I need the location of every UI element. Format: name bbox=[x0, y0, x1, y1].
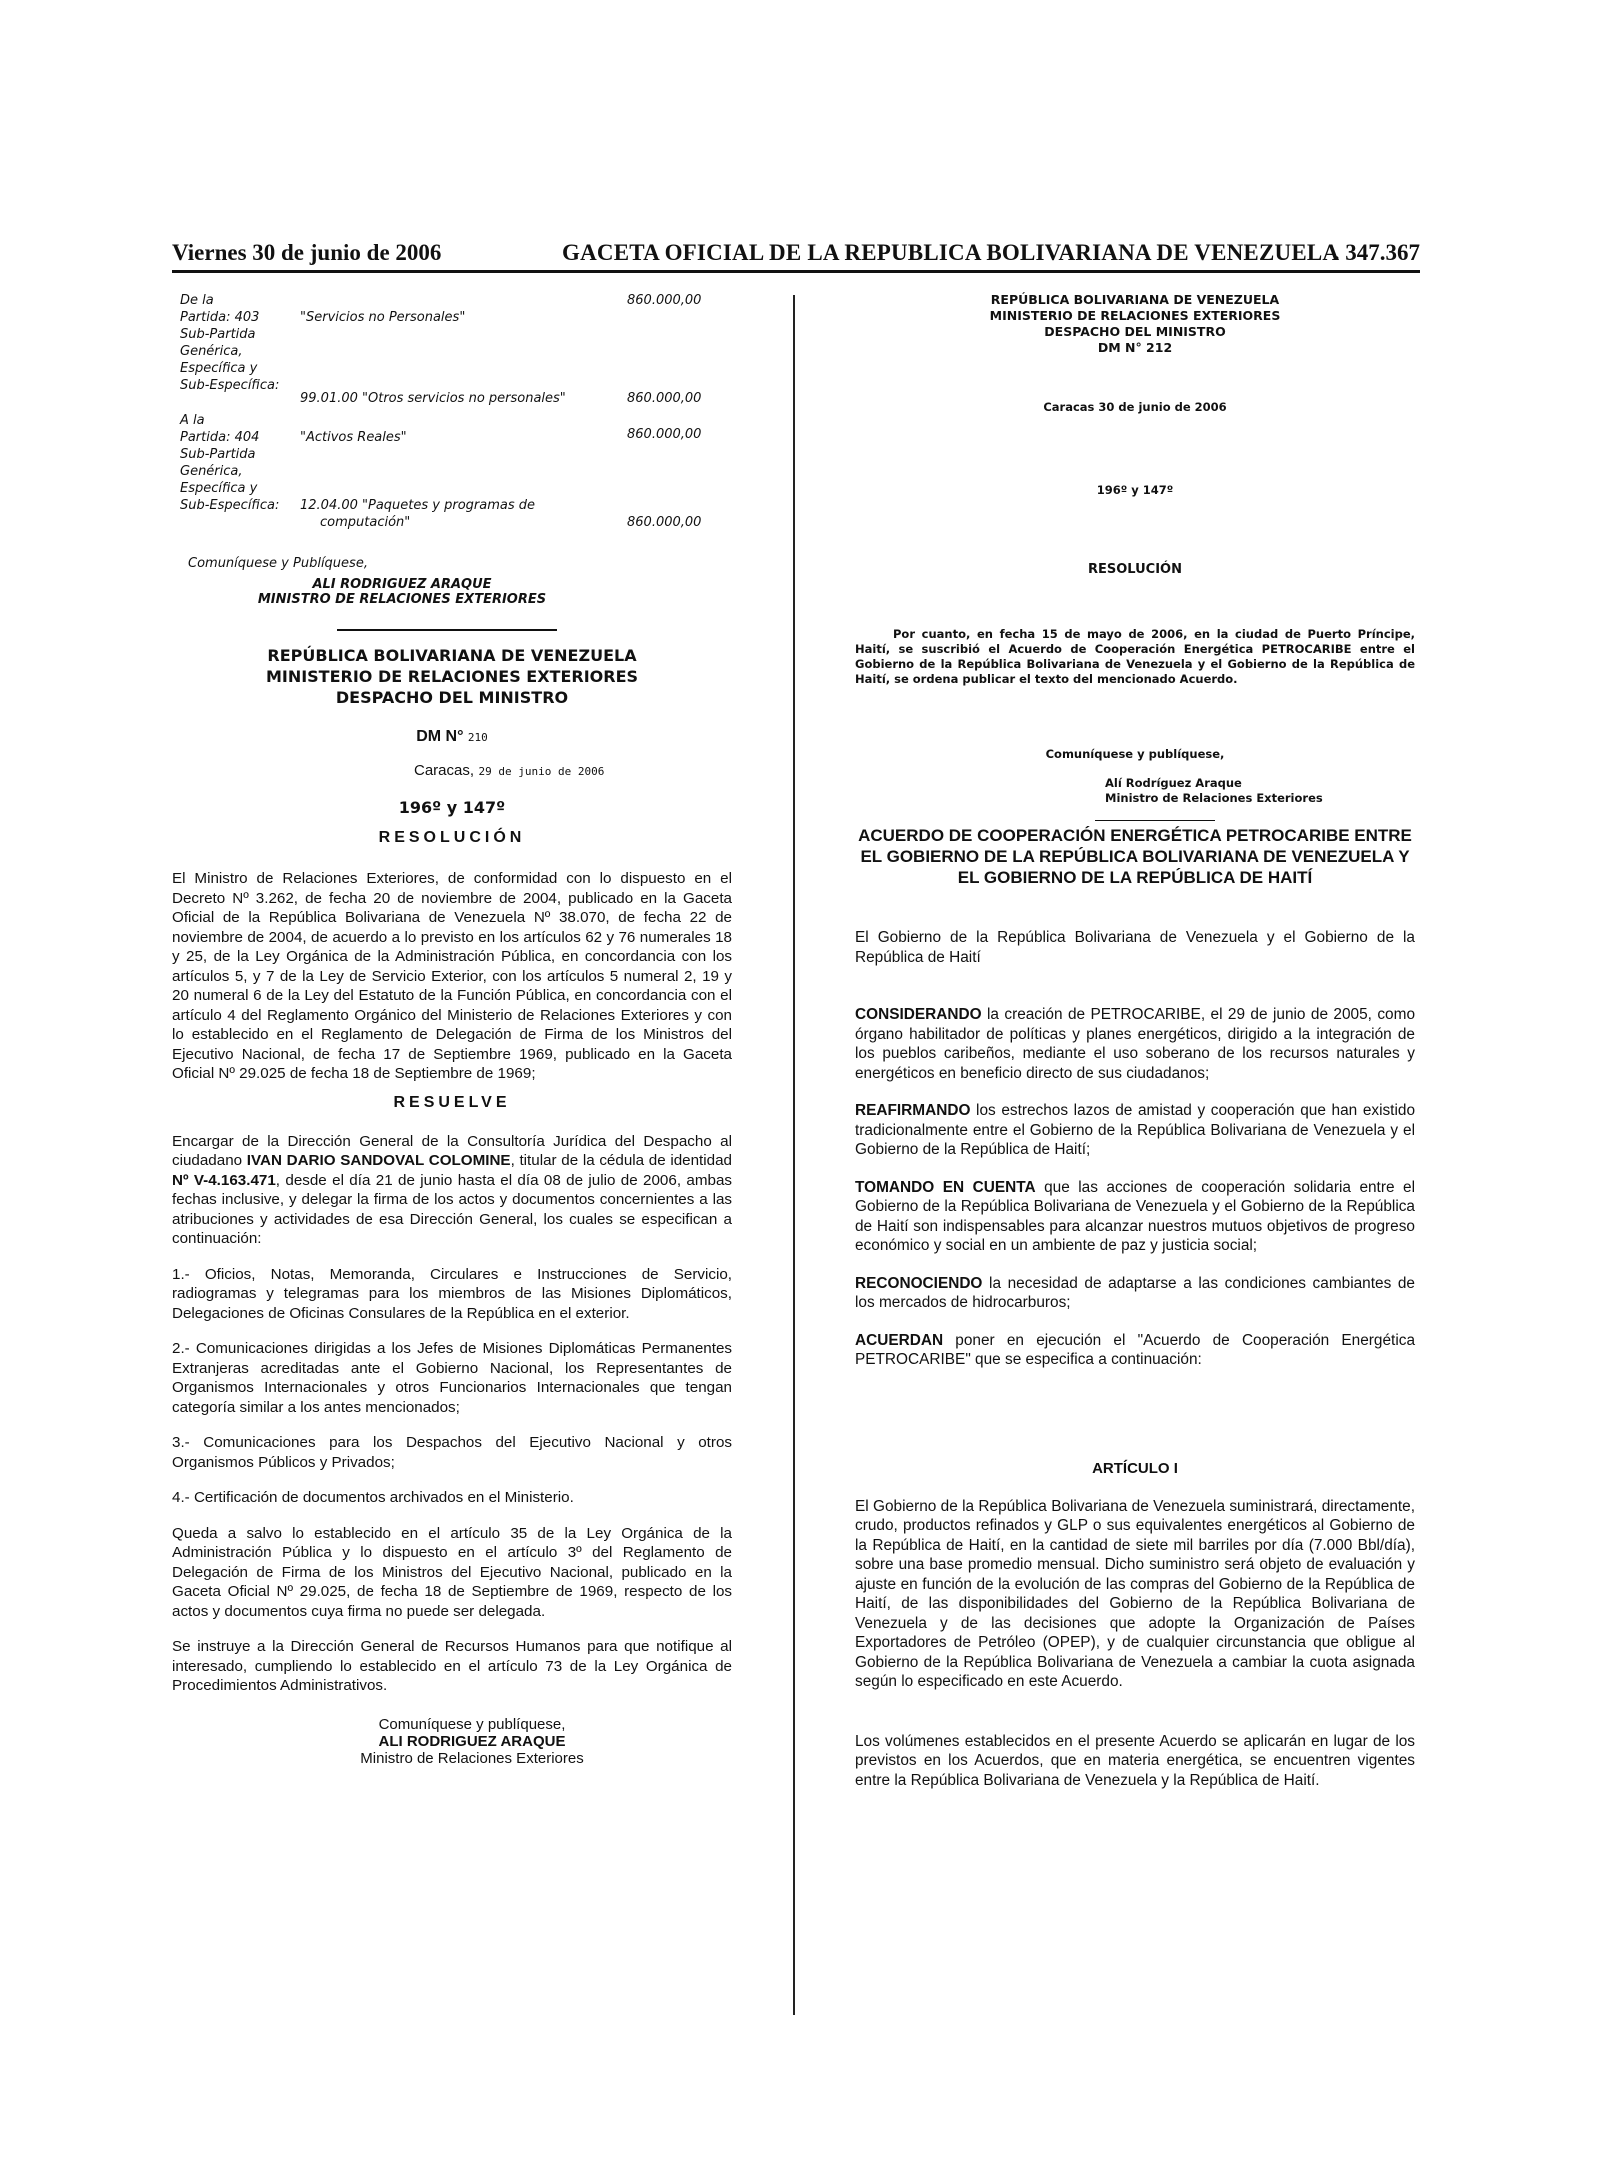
publish-line: Comuníquese y publíquese, bbox=[1045, 747, 1225, 761]
reconociendo-paragraph bbox=[855, 1274, 1415, 1313]
place-date: Caracas 30 de junio de 2006 bbox=[1043, 400, 1227, 414]
place-label: Caracas, bbox=[414, 762, 475, 779]
first-signer-office: MINISTRO DE RELACIONES EXTERIORES bbox=[257, 592, 547, 607]
heading-line: DESPACHO DEL MINISTRO bbox=[335, 688, 569, 707]
budget-desc: 12.04.00 "Paquetes y programas de bbox=[300, 498, 536, 513]
gazette-title: GACETA OFICIAL DE LA REPUBLICA BOLIVARIANA DE VENEZUELA bbox=[562, 240, 1340, 265]
dm-number: DM N° 212 bbox=[1097, 340, 1173, 355]
years-line: 196º y 147º bbox=[1096, 483, 1174, 497]
budget-desc: "Servicios no Personales" bbox=[300, 310, 466, 325]
budget-label: Sub-Partida bbox=[180, 327, 256, 342]
article-paragraph: El Gobierno de la República Bolivariana de Venezuela suministrará, directamente, crudo, productos refinados y GLP o sus equivalentes energéticos al Gobierno de la República de Haití, en la cantidad de siete mil barriles por día (7.000 Bbl/día), sobre una base promedio mensual. Dicho suministro será objeto de evaluación y ajuste en función de la evolución de las compras del Gobierno de la República de Haití, de las disponibilidades del Gobierno de la República Bolivariana de Venezuela y de las decisiones que adopte la Organización de Países Exportadores de Petróleo (OPEP), y de cualquier circunstancia que obligue al Gobierno de la República Bolivariana de Venezuela a cambiar la cuota asignada según lo especificado en este Acuerdo. bbox=[855, 1497, 1415, 1690]
clause-text: la creación de PETROCARIBE, el 29 de junio de 2005, como órgano habilitador de políticas y planes energéticos, dirigido a la integración de los pueblos caribeños, mediante el uso soberano de los recursos naturales y energéticos en beneficio directo de sus ciudadanos; bbox=[855, 1006, 1415, 1082]
budget-label: Específica y bbox=[180, 361, 258, 376]
publish-line: Comuníquese y publíquese, bbox=[378, 1715, 566, 1733]
clause-lead: RECONOCIENDO bbox=[855, 1274, 983, 1292]
dm-label: DM N° bbox=[416, 728, 464, 745]
heading-line: REPÚBLICA BOLIVARIANA DE VENEZUELA bbox=[267, 646, 637, 665]
reafirmando-paragraph bbox=[855, 1101, 1415, 1160]
tomando-paragraph bbox=[855, 1178, 1415, 1256]
years-line: 196º y 147º bbox=[398, 798, 506, 817]
clause-text: que las acciones de cooperación solidaria entre el Gobierno de la República Bolivariana de Venezuela y el Gobierno de la República de Haití son indispensables para alcanzar nuestros mutuos objetivos de progreso económico y social en un ambiente de paz y justicia social; bbox=[855, 1178, 1415, 1254]
dm-number bbox=[172, 728, 732, 746]
signer-name: Alí Rodríguez Araque bbox=[1105, 776, 1242, 790]
budget-label: Partida: 404 bbox=[180, 430, 260, 445]
article-title: ARTÍCULO I bbox=[1092, 1459, 1178, 1477]
signature-block bbox=[322, 1716, 622, 1767]
budget-label: Sub-Específica: bbox=[180, 378, 280, 393]
title-rule bbox=[1095, 820, 1215, 821]
signer-office: Ministro de Relaciones Exteriores bbox=[1105, 791, 1323, 805]
section-separator bbox=[337, 629, 557, 631]
article-paragraph: Los volúmenes establecidos en el presente Acuerdo se aplicarán en lugar de los previstos en los Acuerdos, que en materia energética, se encuentren vigentes entre la República Bolivariana de Venezuela y la República de Haití. bbox=[855, 1732, 1415, 1789]
first-signer-name: ALI RODRIGUEZ ARAQUE bbox=[312, 577, 492, 592]
charge-text: , desde el día 21 de junio hasta el día 08 de julio de 2006, ambas fechas inclusive, y delegar la firma de los actos y documentos concernientes a las atribuciones y actividades de esa Dirección General, los cuales se especifican a continuación: bbox=[172, 1171, 732, 1247]
right-column bbox=[855, 292, 1415, 1790]
list-item: 3.- Comunicaciones para los Despachos del Ejecutivo Nacional y otros Organismos Públicos y Privados; bbox=[172, 1434, 732, 1471]
whereas-paragraph: Por cuanto, en fecha 15 de mayo de 2006, en la ciudad de Puerto Príncipe, Haití, se suscribió el Acuerdo de Cooperación Energética PETROCARIBE entre el Gobierno de la República Bolivariana de Venezuela y el Gobierno de la República de Haití, se ordena publicar el texto del mencionado Acuerdo. bbox=[855, 627, 1415, 686]
budget-amount: 860.000,00 bbox=[627, 427, 702, 442]
resuelve-title: RESUELVE bbox=[393, 1093, 511, 1111]
charged-person: IVAN DARIO SANDOVAL COLOMINE bbox=[246, 1152, 511, 1169]
clause-lead: CONSIDERANDO bbox=[855, 1006, 982, 1023]
budget-desc: 99.01.00 "Otros servicios no personales" bbox=[300, 391, 566, 406]
considerando-paragraph bbox=[855, 1005, 1415, 1083]
resolution-title: RESOLUCIÓN bbox=[378, 829, 526, 846]
left-column bbox=[172, 292, 732, 1767]
acuerdan-paragraph bbox=[855, 1331, 1415, 1370]
intro-paragraph: El Ministro de Relaciones Exteriores, de conformidad con lo dispuesto en el Decreto Nº 3.262, de fecha 20 de noviembre de 2004, publicado en la Gaceta Oficial de la República Bolivariana de Venezuela Nº 38.070, de fecha 22 de noviembre de 2004, de acuerdo a lo previsto en los artículos 62 y 76 numerales 18 y 25, de la Ley Orgánica de la Administración Pública, en concordancia con los artículos 5, y 7 de la Ley de Servicio Exterior, con los artículos 5 numeral 2, 19 y 20 numeral 6 de la Ley del Estatuto de la Función Pública, en concordancia con el artículo 4 del Reglamento Orgánico del Ministerio de Relaciones Exteriores y con lo establecido en el Reglamento de Delegación de Firma de los Ministros del Ejecutivo Nacional, de fecha 17 de Septiembre 1969, publicado en la Gaceta Oficial Nº 29.025 de fecha 18 de Septiembre de 1969; bbox=[172, 870, 732, 1082]
budget-label: Específica y bbox=[180, 481, 258, 496]
budget-label: A la bbox=[180, 413, 205, 428]
gazette-header bbox=[172, 236, 1420, 270]
page-number: . 347.367 bbox=[1333, 240, 1420, 265]
reserve-paragraph: Queda a salvo lo establecido en el artículo 35 de la Ley Orgánica de la Administración Pública y lo dispuesto en el artículo 3º del Reglamento de Delegación de Firma de los Ministros del Ejecutivo Nacional, publicado en la Gaceta Oficial Nº 29.025, de fecha 18 de Septiembre de 1969, respecto de los actos y documentos cuya firma no puede ser delegada. bbox=[172, 1524, 732, 1620]
resolution-heading bbox=[172, 645, 732, 708]
heading-line: DESPACHO DEL MINISTRO bbox=[1044, 324, 1226, 339]
clause-lead: ACUERDAN bbox=[855, 1331, 944, 1349]
budget-amount: 860.000,00 bbox=[627, 515, 702, 530]
agreement-title: ACUERDO DE COOPERACIÓN ENERGÉTICA PETROCARIBE ENTRE EL GOBIERNO DE LA REPÚBLICA BOLIVARIANA DE VENEZUELA Y EL GOBIERNO DE LA REPÚBLICA DE HAITÍ bbox=[858, 826, 1412, 887]
budget-label: Genérica, bbox=[180, 464, 243, 479]
budget-amount: 860.000,00 bbox=[627, 293, 702, 308]
budget-label: Partida: 403 bbox=[180, 310, 260, 325]
heading-line: MINISTERIO DE RELACIONES EXTERIORES bbox=[989, 308, 1281, 323]
id-number: Nº V-4.163.471 bbox=[172, 1171, 276, 1189]
place-date bbox=[414, 762, 732, 780]
heading-line: MINISTERIO DE RELACIONES EXTERIORES bbox=[265, 667, 639, 686]
charge-paragraph bbox=[172, 1132, 732, 1249]
clause-text: los estrechos lazos de amistad y cooperación que han existido tradicionalmente entre el Gobierno de la República Bolivariana de Venezuela y el Gobierno de la República de Haití; bbox=[855, 1102, 1415, 1158]
parties-paragraph: El Gobierno de la República Bolivariana de Venezuela y el Gobierno de la República de Haití bbox=[855, 929, 1415, 966]
place-date-value: 29 de junio de 2006 bbox=[478, 765, 605, 778]
header-rule bbox=[172, 270, 1420, 273]
budget-amount: 860.000,00 bbox=[627, 391, 702, 406]
budget-desc: computación" bbox=[320, 515, 411, 530]
budget-label: De la bbox=[180, 293, 214, 308]
budget-transfer-table bbox=[172, 292, 732, 530]
resolution-heading bbox=[855, 292, 1415, 356]
resolution-title: RESOLUCIÓN bbox=[1088, 562, 1182, 577]
signer-name: ALI RODRIGUEZ ARAQUE bbox=[378, 1732, 566, 1750]
issue-date: Viernes 30 de junio de 2006 bbox=[172, 240, 442, 265]
clause-lead: REAFIRMANDO bbox=[855, 1102, 971, 1119]
instruct-paragraph: Se instruye a la Dirección General de Recursos Humanos para que notifique al interesado, cumpliendo lo establecido en el artículo 73 de la Ley Orgánica de Procedimientos Administrativos. bbox=[172, 1638, 732, 1694]
dm-value: 210 bbox=[467, 731, 488, 744]
charge-text: , titular de la cédula de identidad bbox=[510, 1152, 732, 1169]
clause-lead: TOMANDO EN CUENTA bbox=[855, 1178, 1036, 1196]
column-divider bbox=[793, 295, 795, 2015]
heading-line: REPÚBLICA BOLIVARIANA DE VENEZUELA bbox=[990, 292, 1280, 307]
budget-desc: "Activos Reales" bbox=[300, 430, 407, 445]
clause-text: la necesidad de adaptarse a las condiciones cambiantes de los mercados de hidrocarburos; bbox=[855, 1274, 1415, 1311]
list-item: 4.- Certificación de documentos archivados en el Ministerio. bbox=[172, 1489, 574, 1506]
budget-label: Sub-Específica: bbox=[180, 498, 280, 513]
list-item: 2.- Comunicaciones dirigidas a los Jefes de Misiones Diplomáticas Permanentes Extranjeras acreditadas ante el Gobierno Nacional, los Representantes de Organismos Internacionales y otros Funcionarios Internacionales que tengan categoría similar a los antes mencionados; bbox=[172, 1340, 732, 1416]
charge-text: Encargar de la Dirección General de la Consultoría Jurídica del Despacho al ciudadano bbox=[172, 1132, 732, 1169]
list-item: 1.- Oficios, Notas, Memoranda, Circulares e Instrucciones de Servicio, radiogramas y telegramas para los miembros de las Misiones Diplomáticos, Delegaciones de Oficinas Consulares de la República en el exterior. bbox=[172, 1265, 732, 1322]
budget-label: Genérica, bbox=[180, 344, 243, 359]
signer-office: Ministro de Relaciones Exteriores bbox=[360, 1749, 584, 1767]
budget-label: Sub-Partida bbox=[180, 447, 256, 462]
clause-text: poner en ejecución el "Acuerdo de Cooperación Energética PETROCARIBE" que se especifica a continuación: bbox=[855, 1331, 1415, 1368]
first-publish-line: Comuníquese y Publíquese, bbox=[188, 556, 368, 571]
